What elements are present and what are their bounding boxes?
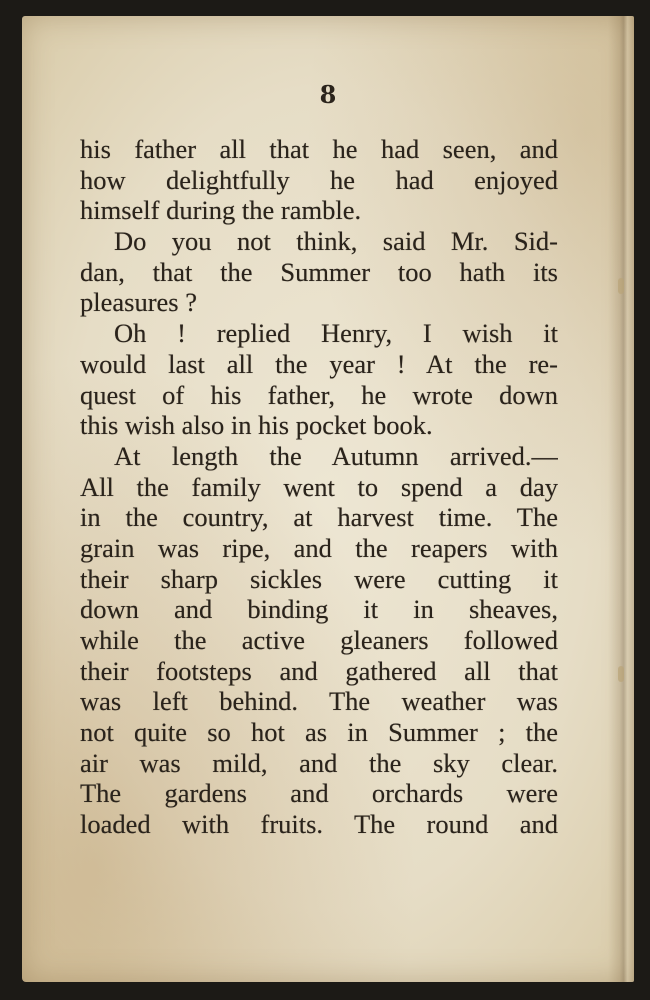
text-line: The gardens and orchards were [80,778,558,809]
text-line: Oh ! replied Henry, I wish it [114,318,558,349]
text-line: his father all that he had seen, and [80,134,558,164]
body-text [80,134,558,840]
text-line: was left behind. The weather was [80,686,558,717]
page-gutter-fold [608,16,634,982]
text-line: All the family went to spend a day [80,471,558,502]
text-line: Do you not think, said Mr. Sid- [114,226,558,257]
text-line: loaded with fruits. The round and [80,809,558,840]
text-line: their footsteps and gathered all that [80,655,558,686]
text-line: would last all the year ! At the re- [80,348,558,379]
text-line: their sharp sickles were cutting it [80,563,558,594]
page-number: 8 [319,80,337,109]
text-line: grain was ripe, and the reapers with [80,532,558,563]
book-page [22,16,634,982]
text-line: quest of his father, he wrote down [80,379,558,410]
text-line: not quite so hot as in Summer ; the [80,717,558,748]
text-line: At length the Autumn arrived.— [114,440,558,471]
text-line: how delightfully he had enjoyed [80,164,558,195]
text-line: dan, that the Summer too hath its [80,256,558,287]
text-line: while the active gleaners followed [80,625,558,655]
binding-stitch [618,278,624,294]
text-line: this wish also in his pocket book. [80,410,433,441]
text-line: himself during the ramble. [80,195,362,226]
text-line: pleasures ? [80,287,197,318]
text-line: air was mild, and the sky clear. [80,747,558,778]
binding-stitch [618,666,624,682]
text-line: in the country, at harvest time. The [80,502,558,533]
text-line: down and binding it in sheaves, [80,594,558,625]
